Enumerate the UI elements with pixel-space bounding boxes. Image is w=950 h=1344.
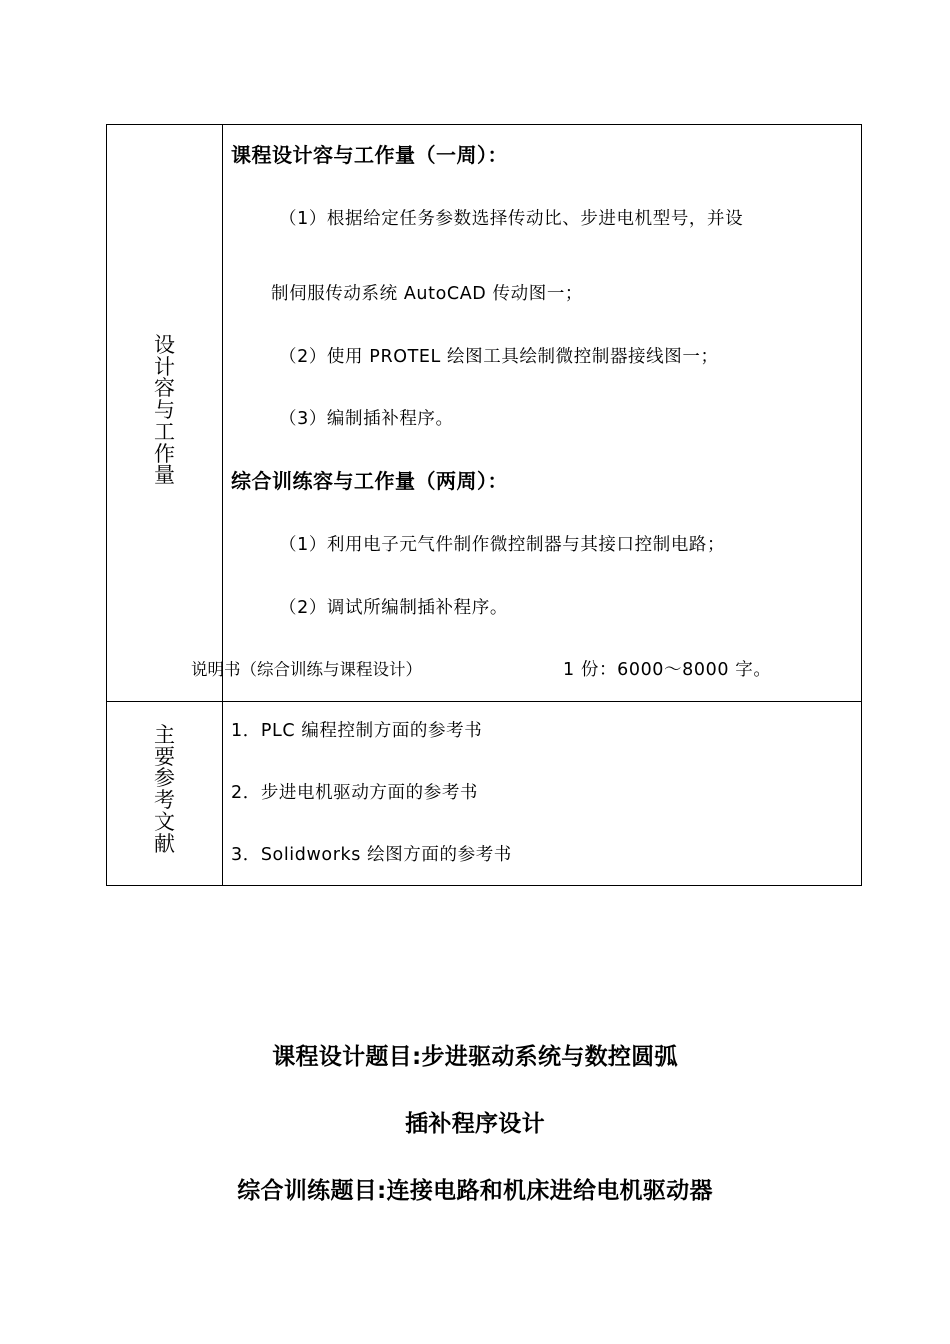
label-char: 工 [154, 419, 175, 444]
report-word-count: 1 份：6000～8000 字。 [563, 660, 772, 680]
label-char: 设 [154, 333, 175, 357]
label-char: 主 [154, 723, 175, 747]
course-design-title-cont: 插补程序设计 [405, 1111, 545, 1137]
label-char: 量 [154, 463, 175, 488]
reference-item: 3．Solidworks 绘图方面的参考书 [231, 845, 512, 865]
row-divider [107, 701, 861, 702]
label-char: 与 [154, 398, 175, 423]
training-item: （2）调试所编制插补程序。 [279, 598, 508, 618]
label-char: 参 [154, 766, 175, 791]
training-title: 综合训练题目:连接电路和机床进给电机驱动器 [237, 1178, 713, 1204]
course-item: （2）使用 PROTEL 绘图工具绘制微控制器接线图一； [279, 347, 719, 367]
column-divider [222, 125, 223, 885]
design-workload-label [107, 335, 222, 487]
task-table [106, 124, 862, 886]
label-char: 要 [154, 744, 175, 769]
training-heading: 综合训练容与工作量（两周）： [231, 469, 508, 493]
label-char: 容 [154, 376, 175, 401]
label-char: 文 [154, 809, 175, 834]
course-item: 制伺服传动系统 AutoCAD 传动图一； [271, 284, 584, 304]
course-item: （3）编制插补程序。 [279, 409, 454, 429]
label-char: 献 [154, 831, 175, 856]
course-item: （1）根据给定任务参数选择传动比、步进电机型号，并设 [279, 209, 744, 229]
course-design-title: 课程设计题目:步进驱动系统与数控圆弧 [272, 1044, 678, 1070]
reference-item: 2．步进电机驱动方面的参考书 [231, 783, 479, 803]
report-requirement: 说明书（综合训练与课程设计） [191, 660, 422, 679]
reference-item: 1．PLC 编程控制方面的参考书 [231, 721, 483, 741]
training-item: （1）利用电子元气件制作微控制器与其接口控制电路； [279, 535, 726, 555]
label-char: 计 [154, 354, 175, 379]
label-char: 作 [154, 441, 175, 466]
label-char: 考 [154, 788, 175, 813]
references-label [107, 725, 222, 855]
course-design-heading: 课程设计容与工作量（一周）： [231, 143, 508, 167]
